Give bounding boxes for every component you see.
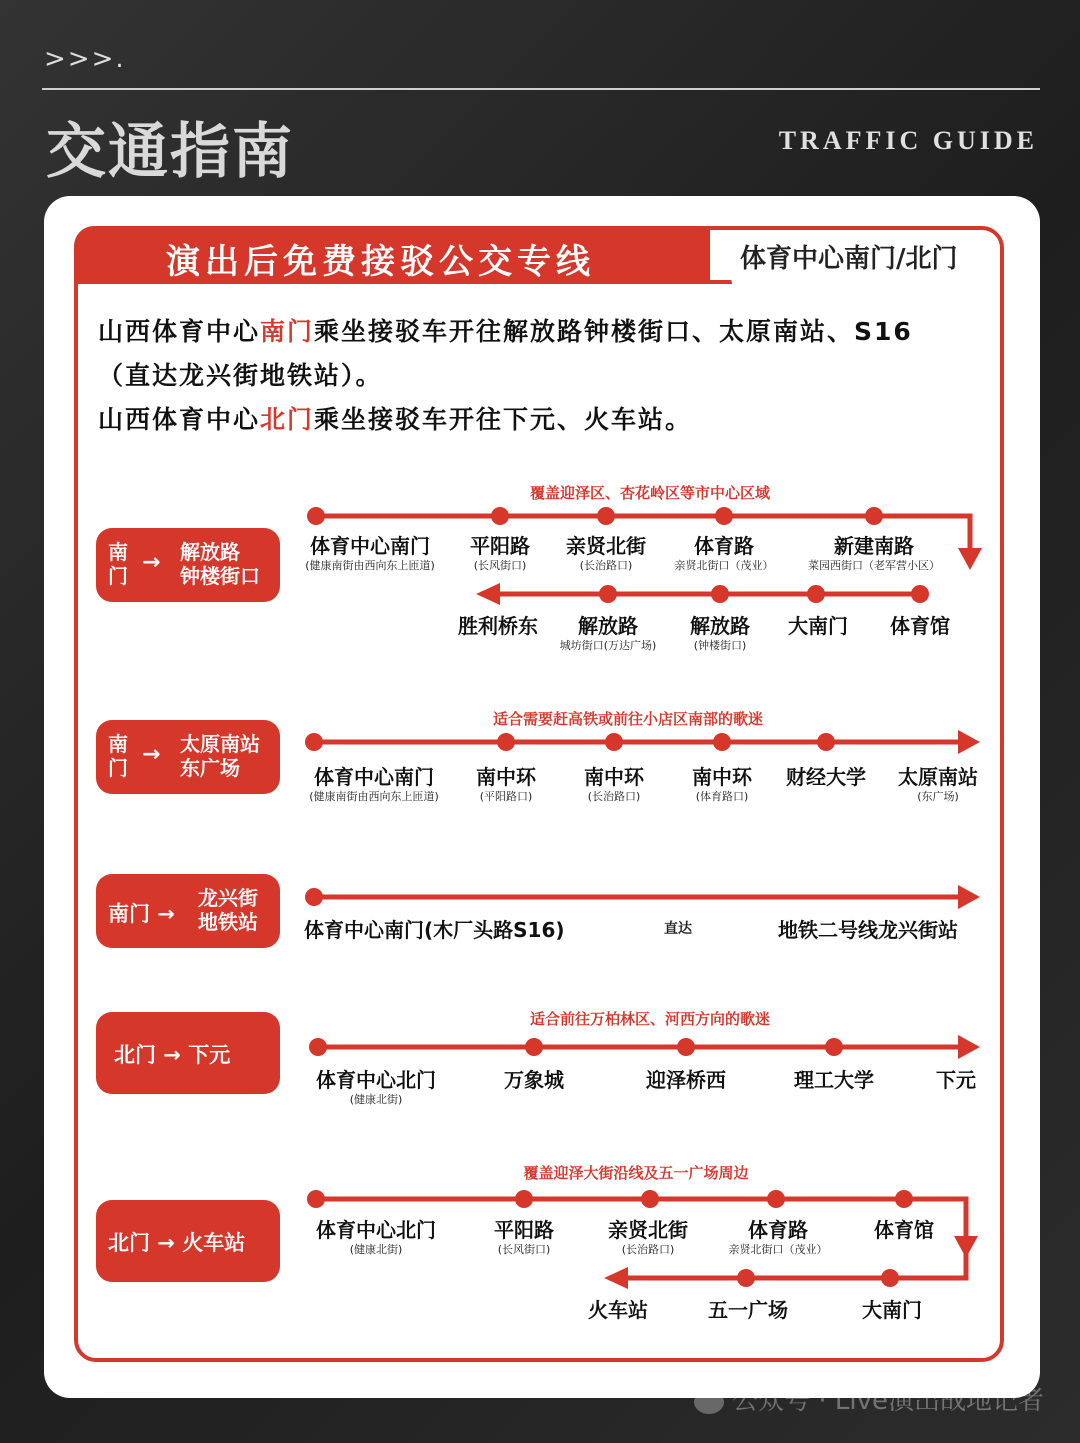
route-1-caption: 覆盖迎泽区、杏花岭区等市中心区域 (529, 484, 771, 502)
stop-dot (305, 733, 323, 751)
stop-dot (677, 1038, 695, 1056)
stop-dot (825, 1038, 843, 1056)
stop-dot (307, 1190, 325, 1208)
stop: 体育馆 (890, 614, 950, 638)
stop: 新建南路 菜园西街口（老军营小区） (808, 534, 940, 572)
stop-dot (711, 585, 729, 603)
stop: 万象城 (504, 1068, 564, 1092)
header-arrows: >>>. (44, 44, 126, 74)
stop: 体育中心南门 (健康南街由西向东上匝道) (309, 765, 439, 803)
arrow-right-icon: → (142, 742, 161, 767)
stop-dot (737, 1269, 755, 1287)
stop: 解放路 城坊街口(万达广场) (559, 614, 657, 652)
intro-line-2: （直达龙兴街地铁站）。 (98, 361, 383, 390)
stop: 体育馆 (874, 1218, 934, 1242)
stop-dot (599, 585, 617, 603)
route-5-caption: 覆盖迎泽大街沿线及五一广场周边 (523, 1164, 749, 1182)
stop: 体育路 亲贤北街口（茂业） (728, 1218, 828, 1256)
route-from: 南门 → (108, 902, 175, 926)
stop-dot (865, 507, 883, 525)
stop: 下元 (936, 1068, 976, 1092)
stop: 财经大学 (786, 765, 866, 789)
route-name: 北门 → 下元 (114, 1043, 231, 1067)
stop: 体育中心南门 (健康南街由西向东上匝道) (305, 534, 435, 572)
stop: 体育中心北门 (健康北街) (316, 1068, 436, 1106)
stop-dot (715, 507, 733, 525)
stop-dot (713, 733, 731, 751)
stop: 平阳路 (长风街口) (470, 534, 530, 572)
stop: 迎泽桥西 (646, 1068, 726, 1092)
route-3-end: 地铁二号线龙兴街站 (778, 918, 958, 942)
stop: 平阳路 (长风街口) (494, 1218, 554, 1256)
route-5-end-arrowhead (604, 1267, 628, 1289)
stop-dot (767, 1190, 785, 1208)
stop: 太原南站 (东广场) (898, 765, 978, 803)
route-4-caption: 适合前往万柏林区、河西方向的歌迷 (529, 1010, 771, 1028)
stop: 南中环 (长治路口) (584, 765, 644, 803)
stop-dot (309, 1038, 327, 1056)
route-2-arrowhead (958, 730, 980, 754)
stop: 亲贤北街 (长治路口) (608, 1218, 688, 1256)
watermark: 公众号 · Live演出战地记者 (694, 1380, 1044, 1417)
stop-dot (911, 585, 929, 603)
stop-dot (641, 1190, 659, 1208)
stop: 理工大学 (794, 1068, 874, 1092)
stop-dot (881, 1269, 899, 1287)
route-5-turn-arrowhead (954, 1236, 978, 1258)
north-gate-highlight: 北门 (260, 405, 315, 434)
stop-dot (491, 507, 509, 525)
route-1-turn-arrowhead (958, 548, 982, 570)
route-1-end-arrowhead (476, 583, 500, 605)
stop: 五一广场 (708, 1298, 788, 1322)
stop: 胜利桥东 (458, 614, 538, 638)
route-3-direct-label: 直达 (664, 921, 692, 937)
route-3-start: 体育中心南门(木厂头路S16) (304, 918, 565, 942)
page-subtitle: TRAFFIC GUIDE (778, 126, 1038, 155)
stop-dot (807, 585, 825, 603)
stop: 大南门 (788, 614, 848, 638)
stop-dot (515, 1190, 533, 1208)
stop-dot (525, 1038, 543, 1056)
route-to: 解放路 钟楼街口 (180, 540, 260, 588)
stop: 南中环 (体育路口) (692, 765, 752, 803)
stop-dot (817, 733, 835, 751)
stop: 体育路 亲贤北街口（茂业） (674, 534, 774, 572)
stop: 南中环 (平阳路口) (476, 765, 536, 803)
route-to: 龙兴街 地铁站 (198, 886, 258, 934)
wechat-icon (694, 1390, 724, 1414)
route-3-arrowhead (958, 885, 980, 909)
stop: 体育中心北门 (健康北街) (316, 1218, 436, 1256)
route-from: 南 门 (108, 540, 128, 588)
stop: 亲贤北街 (长治路口) (566, 534, 646, 572)
arrow-right-icon: → (142, 550, 161, 575)
stop: 火车站 (588, 1298, 648, 1322)
stop: 解放路 (钟楼街口) (690, 614, 750, 652)
route-4-arrowhead (958, 1035, 980, 1059)
stop-dot (307, 507, 325, 525)
stop-dot (497, 733, 515, 751)
south-gate-highlight: 南门 (260, 317, 315, 346)
stop-dot (305, 888, 323, 906)
stop: 大南门 (862, 1298, 922, 1322)
stop-dot (895, 1190, 913, 1208)
route-from: 南 门 (108, 732, 128, 780)
banner-title: 演出后免费接驳公交专线 (166, 242, 595, 282)
stop-dot (605, 733, 623, 751)
banner-gates: 体育中心南门/北门 (740, 244, 958, 274)
route-2-caption: 适合需要赶高铁或前往小店区南部的歌迷 (492, 710, 764, 728)
intro-line-3: 山西体育中心北门乘坐接驳车开往下元、火车站。 (98, 405, 693, 434)
stop-dot (597, 507, 615, 525)
route-to: 太原南站 东广场 (180, 732, 260, 780)
intro-line-1: 山西体育中心南门乘坐接驳车开往解放路钟楼街口、太原南站、S16 (98, 317, 913, 346)
route-name: 北门 → 火车站 (108, 1231, 246, 1255)
page-title: 交通指南 (46, 117, 294, 187)
